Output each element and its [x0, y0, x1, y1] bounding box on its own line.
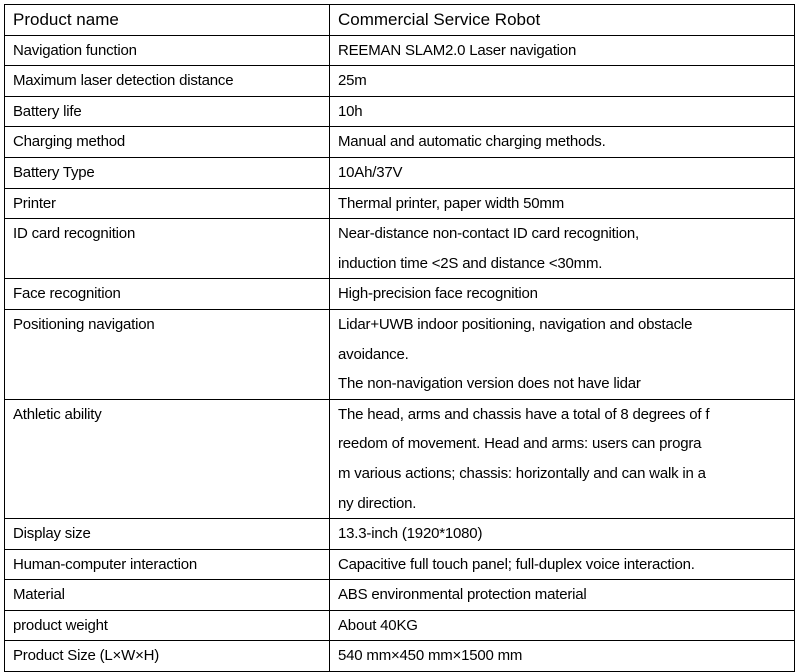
spec-label-text: Charging method: [13, 133, 126, 151]
spec-label: [5, 610, 330, 641]
table-row: [5, 66, 795, 97]
spec-label: [5, 580, 330, 611]
spec-value-line: 13.3-inch (1920*1080): [338, 525, 483, 543]
spec-value-line: m various actions; chassis: horizontally and can walk in a: [338, 464, 706, 482]
header-label-text: Product name: [13, 10, 119, 29]
spec-label: [5, 35, 330, 66]
table-row: [5, 127, 795, 158]
spec-label: [5, 519, 330, 550]
spec-value: [330, 519, 795, 550]
spec-label: [5, 309, 330, 399]
spec-value: [330, 549, 795, 580]
spec-value-line: Thermal printer, paper width 50mm: [338, 194, 564, 212]
spec-value: [330, 96, 795, 127]
spec-label-text: Face recognition: [13, 285, 121, 303]
table-row: [5, 549, 795, 580]
spec-value: [330, 399, 795, 518]
spec-value-line: reedom of movement. Head and arms: users can progra: [338, 435, 702, 453]
table-row: [5, 157, 795, 188]
spec-label-text: Human-computer interaction: [13, 555, 198, 573]
table-row: [5, 580, 795, 611]
spec-value: [330, 610, 795, 641]
spec-value: [330, 641, 795, 672]
spec-value: [330, 66, 795, 97]
table-row: [5, 610, 795, 641]
spec-label: [5, 399, 330, 518]
spec-label-text: Positioning navigation: [13, 315, 155, 333]
spec-value-line: 10h: [338, 102, 363, 120]
spec-label-text: Athletic ability: [13, 405, 102, 423]
table-row: [5, 519, 795, 550]
spec-label-text: Maximum laser detection distance: [13, 72, 234, 90]
table-row: [5, 188, 795, 219]
spec-value: [330, 127, 795, 158]
spec-label-text: Battery life: [13, 102, 82, 120]
spec-label-text: ID card recognition: [13, 225, 136, 243]
spec-value-line: The head, arms and chassis have a total of 8 degrees of f: [338, 405, 710, 423]
table-row: [5, 96, 795, 127]
spec-value-line: About 40KG: [338, 616, 418, 634]
spec-value-line: REEMAN SLAM2.0 Laser navigation: [338, 41, 577, 59]
spec-label-text: product weight: [13, 616, 108, 634]
spec-label: [5, 279, 330, 310]
spec-label: [5, 96, 330, 127]
spec-label: [5, 549, 330, 580]
spec-value-line: The non-navigation version does not have lidar: [338, 375, 641, 393]
table-row: [5, 309, 795, 399]
spec-label: [5, 127, 330, 158]
spec-value: [330, 35, 795, 66]
spec-label-text: Display size: [13, 525, 91, 543]
spec-value-line: induction time <2S and distance <30mm.: [338, 254, 603, 272]
table-row: [5, 279, 795, 310]
spec-value: [330, 188, 795, 219]
spec-value: [330, 580, 795, 611]
header-value-text: Commercial Service Robot: [338, 10, 541, 29]
header-row: [5, 5, 795, 36]
spec-value: [330, 157, 795, 188]
spec-value-line: 25m: [338, 72, 367, 90]
spec-label: [5, 219, 330, 279]
spec-label-text: Material: [13, 586, 65, 604]
spec-label-text: Printer: [13, 194, 56, 212]
spec-value-line: avoidance.: [338, 345, 409, 363]
table-row: [5, 35, 795, 66]
header-value: [330, 5, 795, 36]
spec-label: [5, 157, 330, 188]
spec-value-line: ny direction.: [338, 494, 417, 512]
spec-label: [5, 188, 330, 219]
spec-table: [4, 4, 795, 672]
spec-value-line: Manual and automatic charging methods.: [338, 133, 606, 151]
spec-value: [330, 309, 795, 399]
spec-label-text: Product Size (L×W×H): [13, 647, 160, 665]
spec-value-line: 540 mm×450 mm×1500 mm: [338, 647, 523, 665]
spec-value-line: 10Ah/37V: [338, 163, 403, 181]
table-row: [5, 399, 795, 518]
spec-label: [5, 641, 330, 672]
table-row: [5, 641, 795, 672]
table-row: [5, 219, 795, 279]
spec-value-line: Near-distance non-contact ID card recognition,: [338, 225, 639, 243]
spec-label: [5, 66, 330, 97]
spec-value: [330, 219, 795, 279]
spec-value-line: High-precision face recognition: [338, 285, 538, 303]
spec-value-line: ABS environmental protection material: [338, 586, 587, 604]
header-label: [5, 5, 330, 36]
spec-label-text: Navigation function: [13, 41, 137, 59]
spec-value-line: Lidar+UWB indoor positioning, navigation and obstacle: [338, 315, 693, 333]
spec-label-text: Battery Type: [13, 163, 95, 181]
spec-value: [330, 279, 795, 310]
spec-value-line: Capacitive full touch panel; full-duplex voice interaction.: [338, 555, 695, 573]
